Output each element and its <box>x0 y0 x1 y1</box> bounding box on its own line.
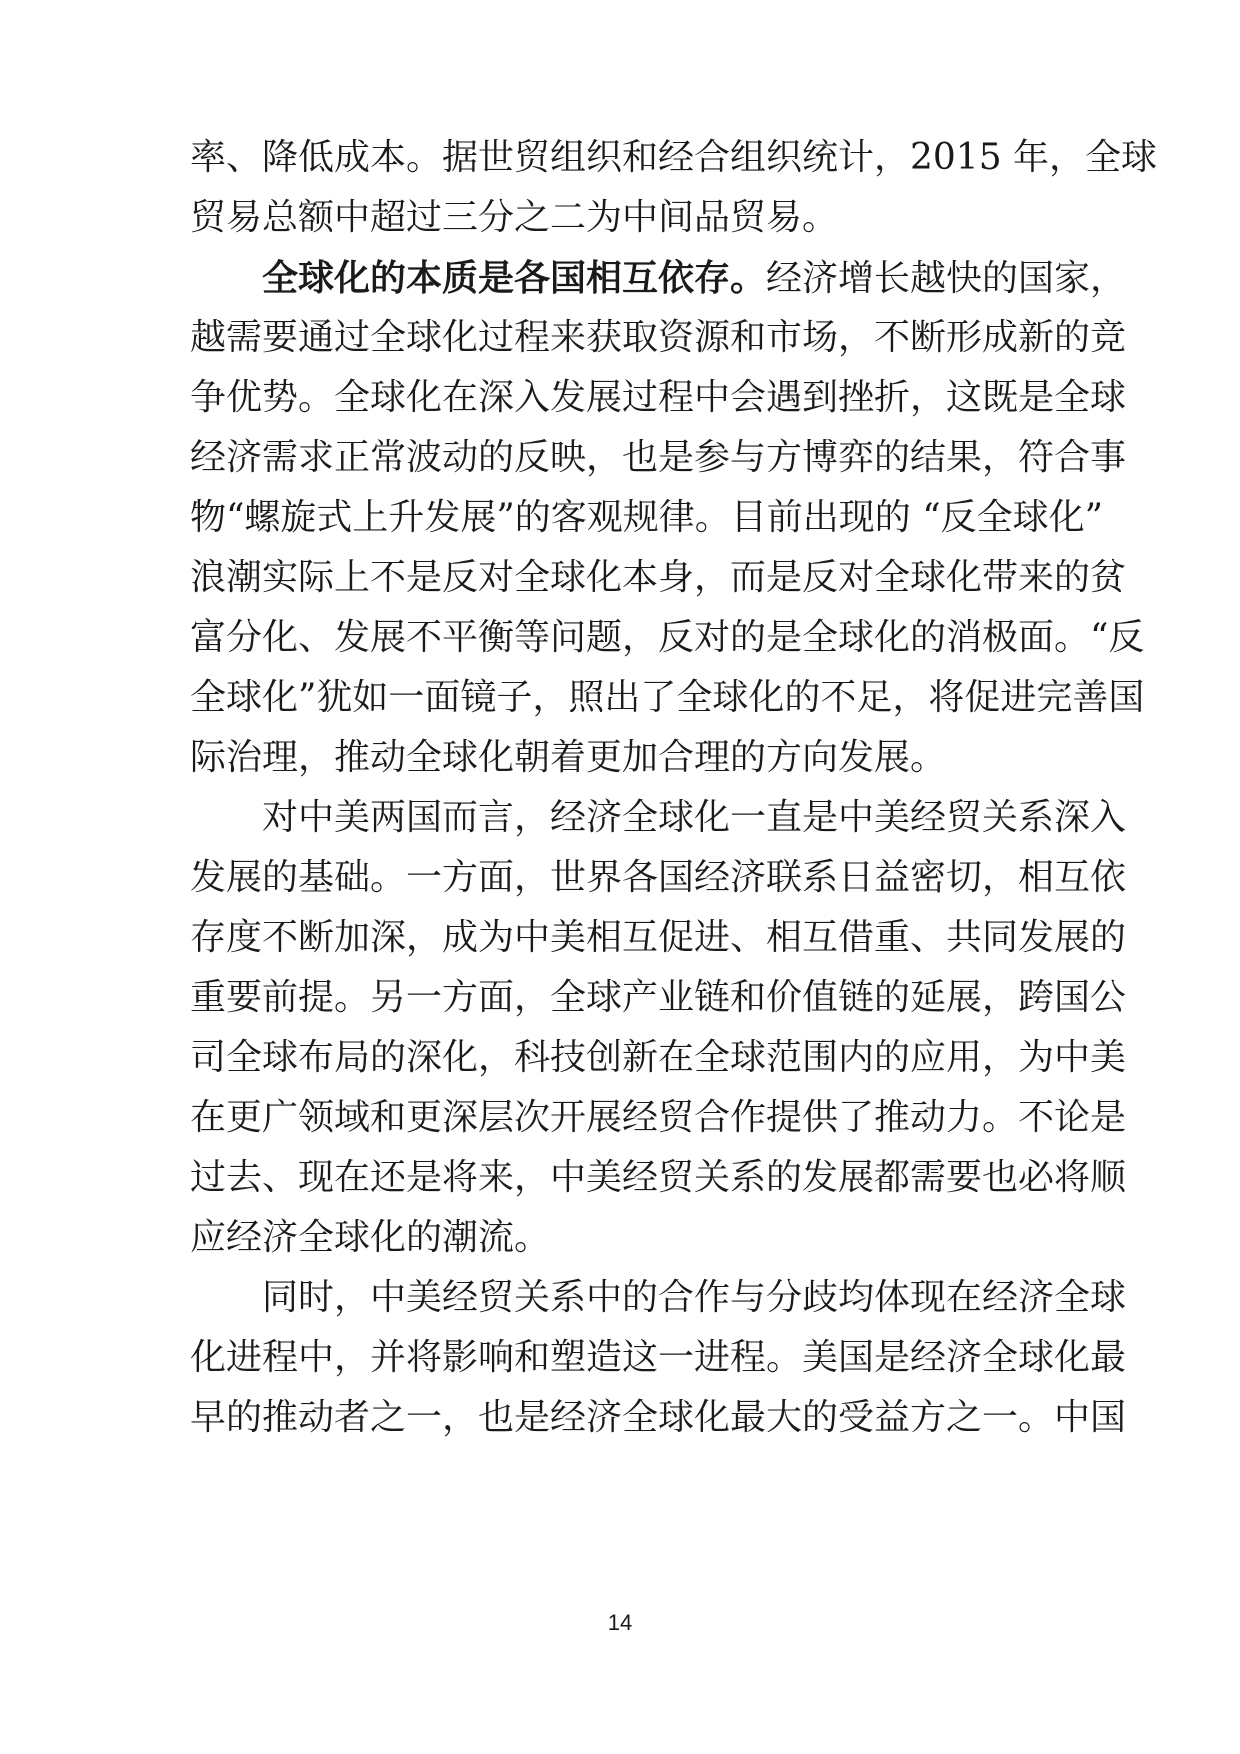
page-number: 14 <box>607 1610 633 1635</box>
text-line: 重要前提。另一方面，全球产业链和价值链的延展，跨国公 <box>190 977 1127 1018</box>
text-line: 浪潮实际上不是反对全球化本身，而是反对全球化带来的贫 <box>190 557 1127 598</box>
text-line: 早的推动者之一，也是经济全球化最大的受益方之一。中国 <box>190 1397 1127 1438</box>
text-line: 对中美两国而言，经济全球化一直是中美经贸关系深入 <box>262 797 1127 838</box>
text-line: 同时，中美经贸关系中的合作与分歧均体现在经济全球 <box>262 1277 1127 1318</box>
text-line <box>262 248 1127 309</box>
text-line: 争优势。全球化在深入发展过程中会遇到挫折，这既是全球 <box>190 377 1127 418</box>
text-line: 物“螺旋式上升发展”的客观规律。目前出现的 “反全球化” <box>190 497 1104 538</box>
bold-lead: 全球化的本质是各国相互依存。 <box>262 257 767 299</box>
text-line: 存度不断加深，成为中美相互促进、相互借重、共同发展的 <box>190 917 1127 958</box>
text-line: 际治理，推动全球化朝着更加合理的方向发展。 <box>190 737 947 778</box>
text-line: 化进程中，并将影响和塑造这一进程。美国是经济全球化最 <box>190 1337 1127 1378</box>
text-line: 贸易总额中超过三分之二为中间品贸易。 <box>190 197 839 238</box>
text-line: 越需要通过全球化过程来获取资源和市场，不断形成新的竞 <box>190 317 1127 358</box>
text-line: 过去、现在还是将来，中美经贸关系的发展都需要也必将顺 <box>190 1157 1127 1198</box>
text-line: 经济需求正常波动的反映，也是参与方博弈的结果，符合事 <box>190 437 1127 478</box>
text-line: 在更广领域和更深层次开展经贸合作提供了推动力。不论是 <box>190 1097 1127 1138</box>
text-line: 富分化、发展不平衡等问题，反对的是全球化的消极面。“反 <box>190 617 1145 658</box>
text-line: 发展的基础。一方面，世界各国经济联系日益密切，相互依 <box>190 857 1127 898</box>
text-line: 司全球布局的深化，科技创新在全球范围内的应用，为中美 <box>190 1037 1127 1078</box>
text-line: 应经济全球化的潮流。 <box>190 1217 551 1258</box>
text-line: 率、降低成本。据世贸组织和经合组织统计，2015 年，全球 <box>190 137 1158 178</box>
text-span: 经济增长越快的国家， <box>766 258 1127 299</box>
text-line: 全球化”犹如一面镜子，照出了全球化的不足，将促进完善国 <box>190 677 1145 718</box>
